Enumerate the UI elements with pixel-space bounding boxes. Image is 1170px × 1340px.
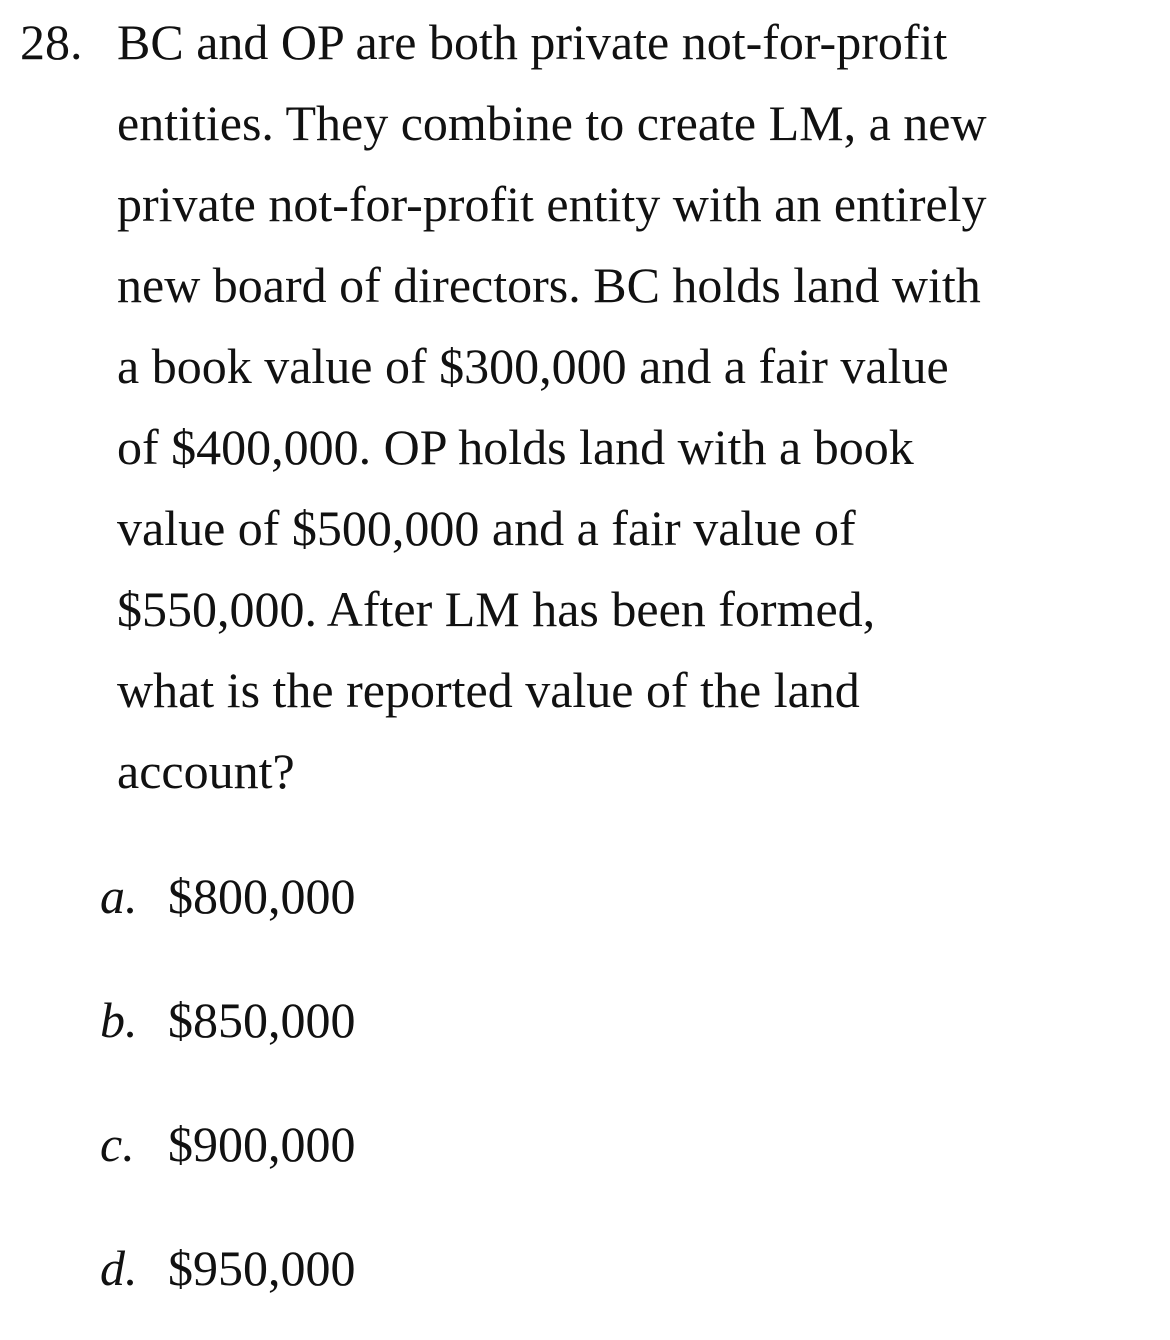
question-line: BC and OP are both private not-for-profit xyxy=(117,14,948,70)
option-a[interactable] xyxy=(100,866,356,926)
option-value: $950,000 xyxy=(168,1240,356,1296)
option-c[interactable] xyxy=(100,1114,356,1174)
option-value: $850,000 xyxy=(168,992,356,1048)
option-letter: d. xyxy=(100,1240,138,1296)
question-line: what is the reported value of the land xyxy=(117,662,860,718)
question-line: $550,000. After LM has been formed, xyxy=(117,581,876,637)
question-text xyxy=(117,2,1117,812)
option-value: $900,000 xyxy=(168,1116,356,1172)
option-b[interactable] xyxy=(100,990,356,1050)
question-line: private not-for-profit entity with an entirely xyxy=(117,176,987,232)
question-number: 28. xyxy=(20,14,83,70)
option-letter: c. xyxy=(100,1116,135,1172)
option-value: $800,000 xyxy=(168,868,356,924)
question-line: entities. They combine to create LM, a new xyxy=(117,95,987,151)
option-letter: b. xyxy=(100,992,138,1048)
question-line: value of $500,000 and a fair value of xyxy=(117,500,856,556)
question-line: a book value of $300,000 and a fair value xyxy=(117,338,949,394)
option-letter: a. xyxy=(100,868,138,924)
option-d[interactable] xyxy=(100,1238,356,1298)
question-line: new board of directors. BC holds land with xyxy=(117,257,981,313)
question-line: of $400,000. OP holds land with a book xyxy=(117,419,914,475)
question-line: account? xyxy=(117,743,295,799)
